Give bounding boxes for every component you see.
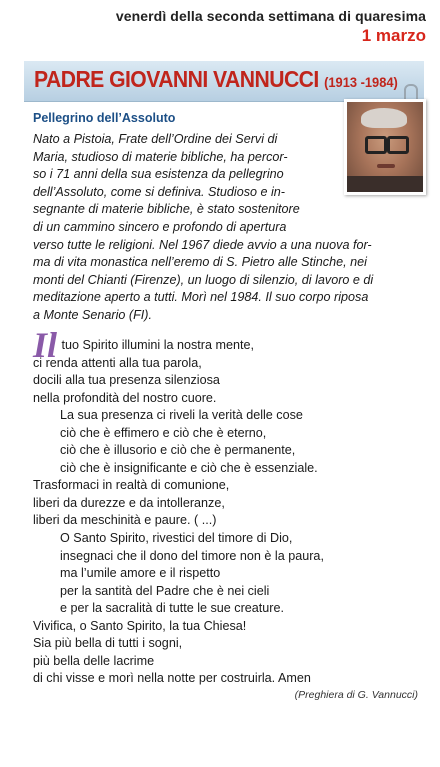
prayer-line: di chi visse e morì nella notte per costruirla. Amen: [33, 671, 311, 686]
prayer-line: nella profondità del nostro cuore.: [33, 390, 217, 405]
prayer-line: per la santità del Padre che è nei cieli: [60, 583, 270, 598]
section-subtitle: Pellegrino dell’Assoluto: [33, 111, 176, 125]
prayer-line: Vivifica, o Santo Spirito, la tua Chiesa!: [33, 618, 247, 633]
prayer-first-line: Il tuo Spirito illumini la nostra mente,: [33, 325, 255, 365]
prayer-line: O Santo Spirito, rivestici del timore di Dio,: [60, 531, 293, 546]
title-years: (1913 -1984): [324, 74, 398, 90]
bio-line: Maria, studioso di materie bibliche, ha percor-: [33, 149, 288, 164]
bio-line: meditazione aperto a tutti. Morì nel 1984. Il suo corpo riposa: [33, 290, 369, 305]
calendar-date: 1 marzo: [361, 26, 426, 45]
biography-text: [33, 131, 428, 325]
bio-line: so i 71 anni della sua esistenza da pellegrino: [33, 167, 284, 182]
prayer-line: ma l’umile amore e il rispetto: [60, 566, 221, 581]
prayer-line: liberi da durezze e da intolleranze,: [33, 495, 225, 510]
prayer-line: La sua presenza ci riveli la verità delle cose: [60, 408, 303, 423]
bio-line: dell’Assoluto, come si definiva. Studioso e in-: [33, 184, 286, 199]
prayer-line: Sia più bella di tutti i sogni,: [33, 636, 183, 651]
liturgical-day: venerdì della seconda settimana di quaresima: [115, 8, 426, 24]
prayer-text: [33, 325, 428, 688]
prayer-line: Trasformaci in realtà di comunione,: [33, 478, 230, 493]
prayer-line: ciò che è insignificante e ciò che è essenziale.: [60, 460, 318, 475]
drop-cap: Il: [33, 325, 58, 365]
prayer-line: ciò che è effimero e ciò che è eterno,: [60, 425, 267, 440]
prayer-line: ciò che è illusorio e ciò che è permanente,: [60, 443, 296, 458]
prayer-line: ci renda attenti alla tua parola,: [33, 355, 202, 370]
bio-line: Nato a Pistoia, Frate dell’Ordine dei Servi di: [33, 132, 278, 146]
prayer-line: più bella delle lacrime: [33, 653, 155, 668]
bio-line: di un cammino sincero e profondo di apertura: [33, 219, 287, 234]
date-header: [116, 8, 426, 46]
prayer-line: docili alla tua presenza silenziosa: [33, 373, 220, 388]
title-name: PADRE GIOVANNI VANNUCCI: [34, 66, 319, 92]
bio-line: segnante di materie bibliche, è stato sostenitore: [33, 202, 300, 217]
page-title: [34, 66, 398, 93]
bio-line: monti del Chianti (Firenze), un luogo di silenzio, di lavoro e di: [33, 272, 374, 287]
prayer-line: e per la sacralità di tutte le sue creature.: [60, 601, 285, 616]
prayer-line: liberi da meschinità e paure. ( ...): [33, 513, 217, 528]
bio-line: a Monte Senario (FI).: [33, 307, 152, 322]
title-band: [24, 61, 424, 102]
bio-line: verso tutte le religioni. Nel 1967 diede avvio a una nuova for-: [33, 237, 372, 252]
prayer-attribution: (Preghiera di G. Vannucci): [294, 689, 418, 701]
prayer-line: insegnaci che il dono del timore non è la paura,: [60, 548, 324, 563]
bio-line: ma di vita monastica nell’eremo di S. Pietro alle Stinche, nei: [33, 255, 367, 270]
